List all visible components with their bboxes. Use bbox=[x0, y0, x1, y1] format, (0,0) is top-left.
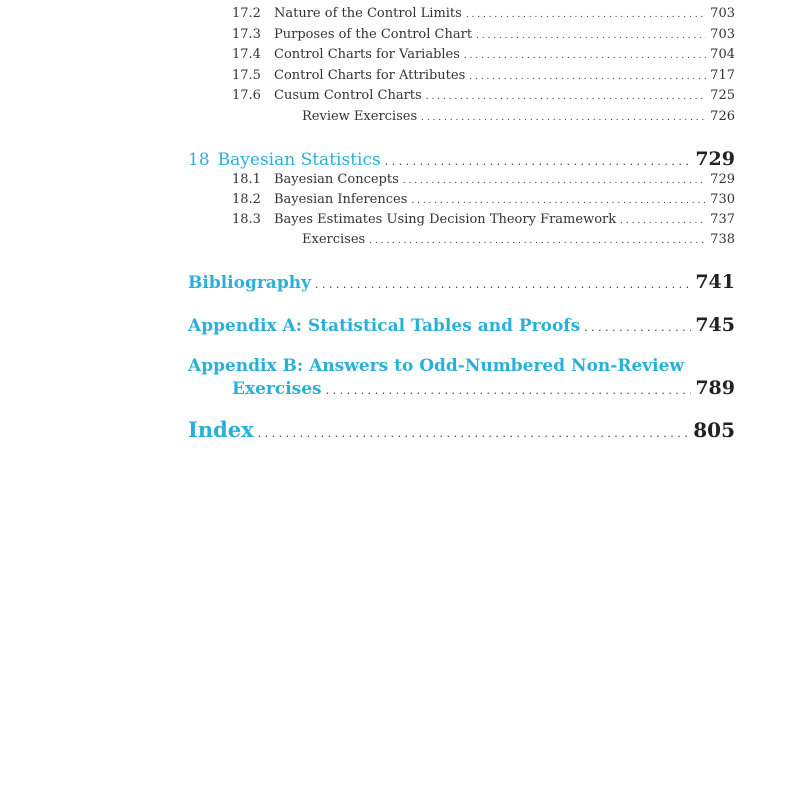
dot-leader bbox=[584, 321, 691, 334]
dot-leader bbox=[466, 10, 706, 20]
toc-entry-18-1[interactable] bbox=[232, 172, 735, 187]
section-number: 17.3 bbox=[232, 27, 261, 42]
page-number: 789 bbox=[695, 377, 735, 399]
section-number: 18.2 bbox=[232, 192, 261, 207]
toc-appendix-b[interactable] bbox=[232, 377, 735, 399]
page-number: 737 bbox=[710, 212, 735, 227]
section-title: Purposes of the Control Chart bbox=[274, 27, 473, 42]
chapter-title: Index bbox=[188, 417, 254, 442]
page-number: 704 bbox=[710, 47, 735, 62]
page-number: 703 bbox=[710, 27, 735, 42]
page-number: 729 bbox=[695, 148, 735, 170]
toc-entry-18-3[interactable] bbox=[232, 212, 735, 227]
section-title: Cusum Control Charts bbox=[274, 88, 422, 103]
section-title: Control Charts for Variables bbox=[274, 47, 460, 62]
section-title: Nature of the Control Limits bbox=[274, 6, 462, 21]
chapter-number: 18 bbox=[188, 150, 210, 170]
dot-leader bbox=[403, 176, 706, 186]
section-title: Review Exercises bbox=[302, 109, 418, 124]
toc-appendix-b-title-line1[interactable]: Appendix B: Answers to Odd-Numbered Non-Review bbox=[188, 356, 685, 376]
page-number: 741 bbox=[695, 271, 735, 293]
dot-leader bbox=[426, 92, 706, 102]
dot-leader bbox=[620, 216, 706, 226]
toc-bibliography[interactable] bbox=[188, 271, 735, 293]
section-title: Control Charts for Attributes bbox=[274, 68, 466, 83]
dot-leader bbox=[469, 72, 706, 82]
dot-leader bbox=[369, 236, 706, 246]
toc-entry-17-4[interactable] bbox=[232, 47, 735, 62]
dot-leader bbox=[326, 384, 692, 397]
dot-leader bbox=[385, 155, 692, 168]
page-number: 703 bbox=[710, 6, 735, 21]
toc-chapter-18[interactable] bbox=[188, 148, 735, 170]
toc-appendix-a[interactable] bbox=[188, 314, 735, 336]
chapter-title: Exercises bbox=[232, 379, 322, 399]
chapter-title: Appendix A: Statistical Tables and Proofs bbox=[188, 316, 581, 336]
toc-index[interactable] bbox=[188, 417, 735, 442]
section-number: 18.1 bbox=[232, 172, 261, 187]
toc-entry-17-5[interactable] bbox=[232, 68, 735, 83]
toc-entry-17-2[interactable] bbox=[232, 6, 735, 21]
page-number: 726 bbox=[710, 109, 735, 124]
dot-leader bbox=[258, 427, 690, 440]
page-number: 729 bbox=[710, 172, 735, 187]
section-title: Exercises bbox=[302, 232, 366, 247]
section-number: 17.6 bbox=[232, 88, 261, 103]
dot-leader bbox=[476, 31, 706, 41]
chapter-title: Bibliography bbox=[188, 273, 311, 293]
page-number: 725 bbox=[710, 88, 735, 103]
section-number: 17.2 bbox=[232, 6, 261, 21]
dot-leader bbox=[315, 278, 691, 291]
toc-entry-17-3[interactable] bbox=[232, 27, 735, 42]
toc-entry-18-2[interactable] bbox=[232, 192, 735, 207]
page-number: 805 bbox=[693, 418, 735, 442]
section-number: 17.4 bbox=[232, 47, 261, 62]
toc-entry-17-review[interactable] bbox=[302, 109, 735, 124]
section-title: Bayesian Concepts bbox=[274, 172, 399, 187]
dot-leader bbox=[411, 196, 706, 206]
section-number: 17.5 bbox=[232, 68, 261, 83]
dot-leader bbox=[421, 113, 706, 123]
page-number: 730 bbox=[710, 192, 735, 207]
section-title: Bayes Estimates Using Decision Theory Framework bbox=[274, 212, 617, 227]
page-number: 717 bbox=[710, 68, 735, 83]
toc-entry-18-exercises[interactable] bbox=[302, 232, 735, 247]
section-title: Bayesian Inferences bbox=[274, 192, 408, 207]
page-number: 738 bbox=[710, 232, 735, 247]
page-number: 745 bbox=[695, 314, 735, 336]
dot-leader bbox=[464, 51, 706, 61]
chapter-title: Bayesian Statistics bbox=[217, 150, 381, 170]
section-number: 18.3 bbox=[232, 212, 261, 227]
toc-entry-17-6[interactable] bbox=[232, 88, 735, 103]
